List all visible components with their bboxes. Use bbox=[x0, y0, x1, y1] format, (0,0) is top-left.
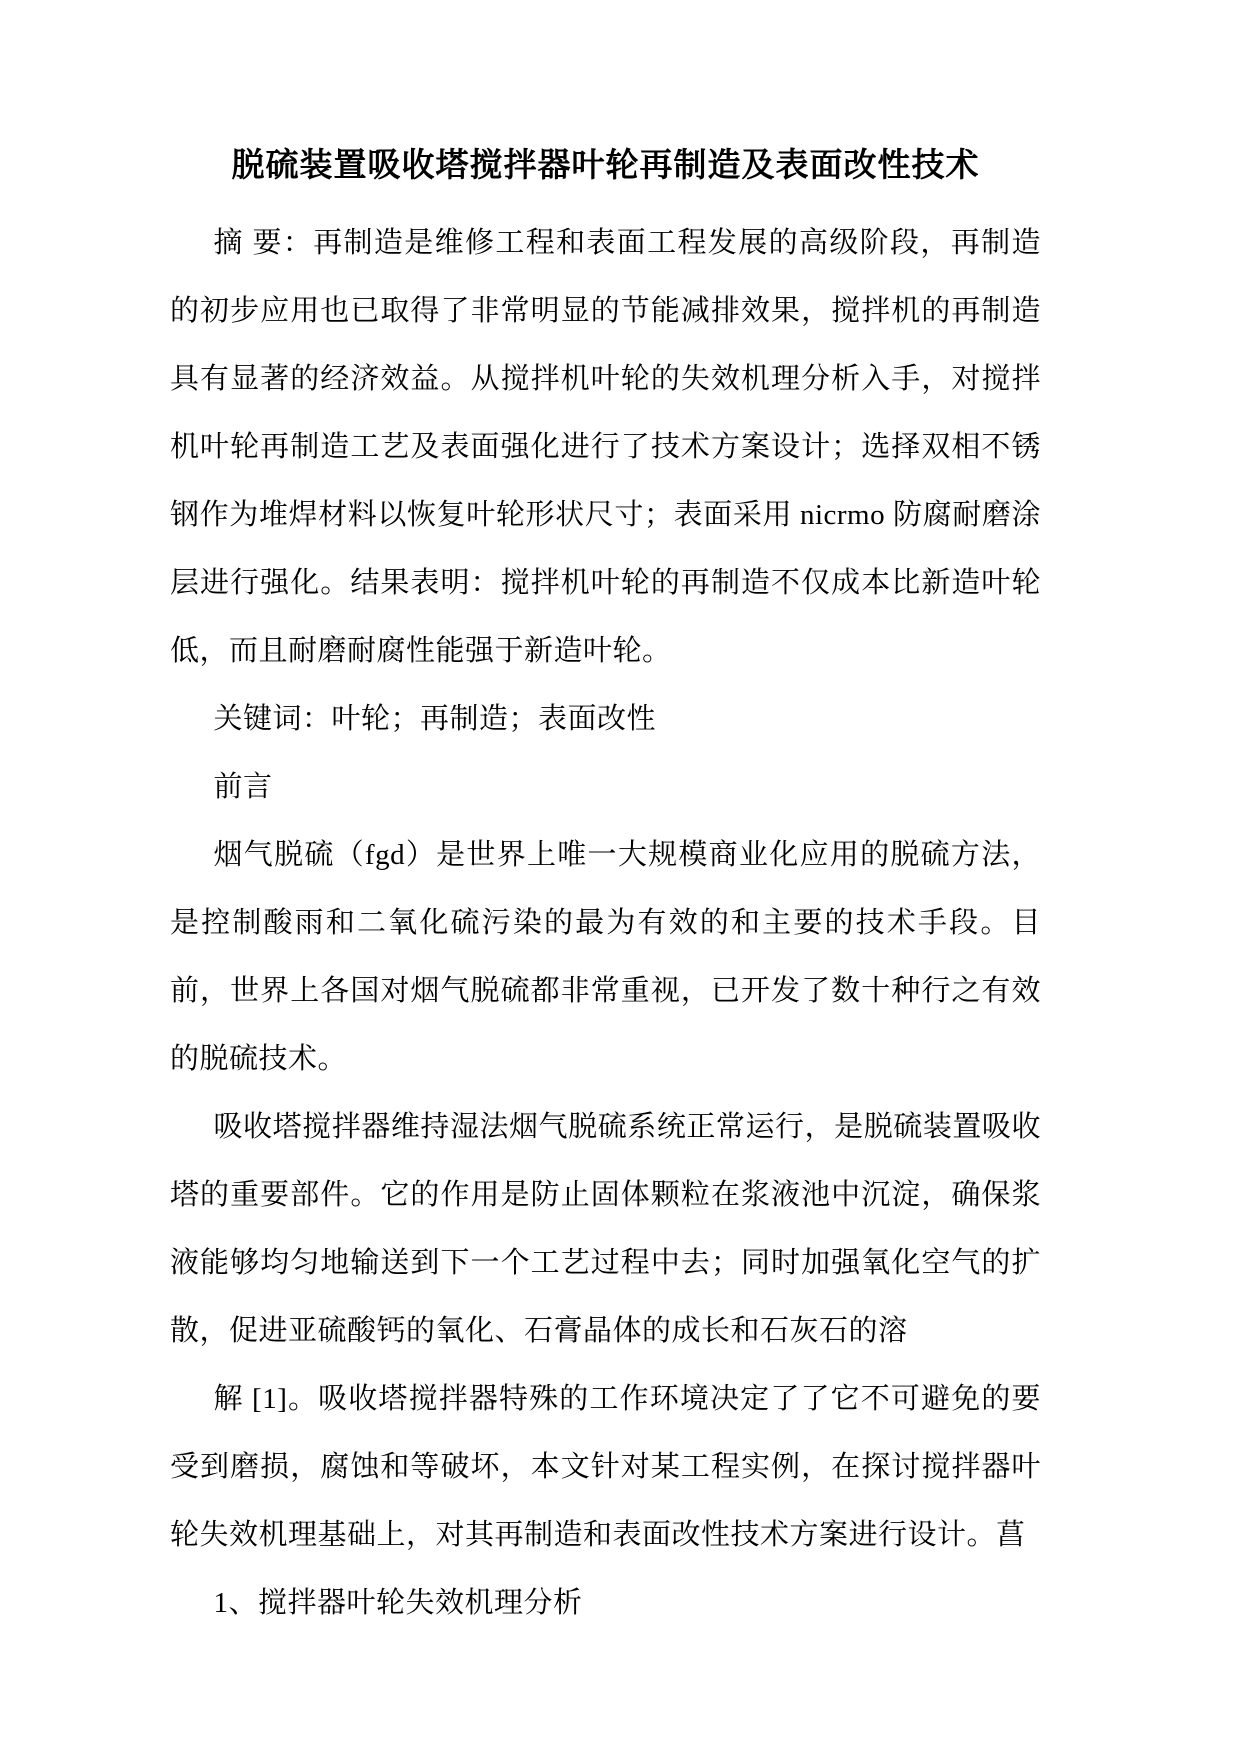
preface-paragraph-3: 解 [1]。吸收塔搅拌器特殊的工作环境决定了了它不可避免的要受到磨损，腐蚀和等破坏，本文针对某工程实例，在探讨搅拌器叶轮失效机理基础上，对其再制造和表面改性技术方案进行设计。菖 bbox=[170, 1383, 1041, 1551]
keywords-line: 关键词：叶轮；再制造；表面改性 bbox=[213, 703, 657, 735]
preface-heading: 前言 bbox=[213, 771, 273, 803]
abstract-paragraph: 摘 要：再制造是维修工程和表面工程发展的高级阶段，再制造的初步应用也已取得了非常明显的节能减排效果，搅拌机的再制造具有显著的经济效益。从搅拌机叶轮的失效机理分析入手，对搅拌机叶轮再制造工艺及表面强化进行了技术方案设计；选择双相不锈钢作为堆焊材料以恢复叶轮形状尺寸；表面采用 nicrmo 防腐耐磨涂层进行强化。结果表明：搅拌机叶轮的再制造不仅成本比新造叶轮低，而且耐磨耐腐性能强于新造叶轮。 bbox=[170, 227, 1041, 667]
section-1-heading: 1、搅拌器叶轮失效机理分析 bbox=[213, 1587, 583, 1619]
document-title: 脱硫装置吸收塔搅拌器叶轮再制造及表面改性技术 bbox=[231, 148, 980, 184]
preface-paragraph-1: 烟气脱硫（fgd）是世界上唯一大规模商业化应用的脱硫方法，是控制酸雨和二氧化硫污染的最为有效的和主要的技术手段。目前，世界上各国对烟气脱硫都非常重视，已开发了数十种行之有效的脱硫技术。 bbox=[170, 839, 1041, 1075]
preface-paragraph-2: 吸收塔搅拌器维持湿法烟气脱硫系统正常运行，是脱硫装置吸收塔的重要部件。它的作用是防止固体颗粒在浆液池中沉淀，确保浆液能够均匀地输送到下一个工艺过程中去；同时加强氧化空气的扩散，促进亚硫酸钙的氧化、石膏晶体的成长和石灰石的溶 bbox=[170, 1111, 1041, 1347]
